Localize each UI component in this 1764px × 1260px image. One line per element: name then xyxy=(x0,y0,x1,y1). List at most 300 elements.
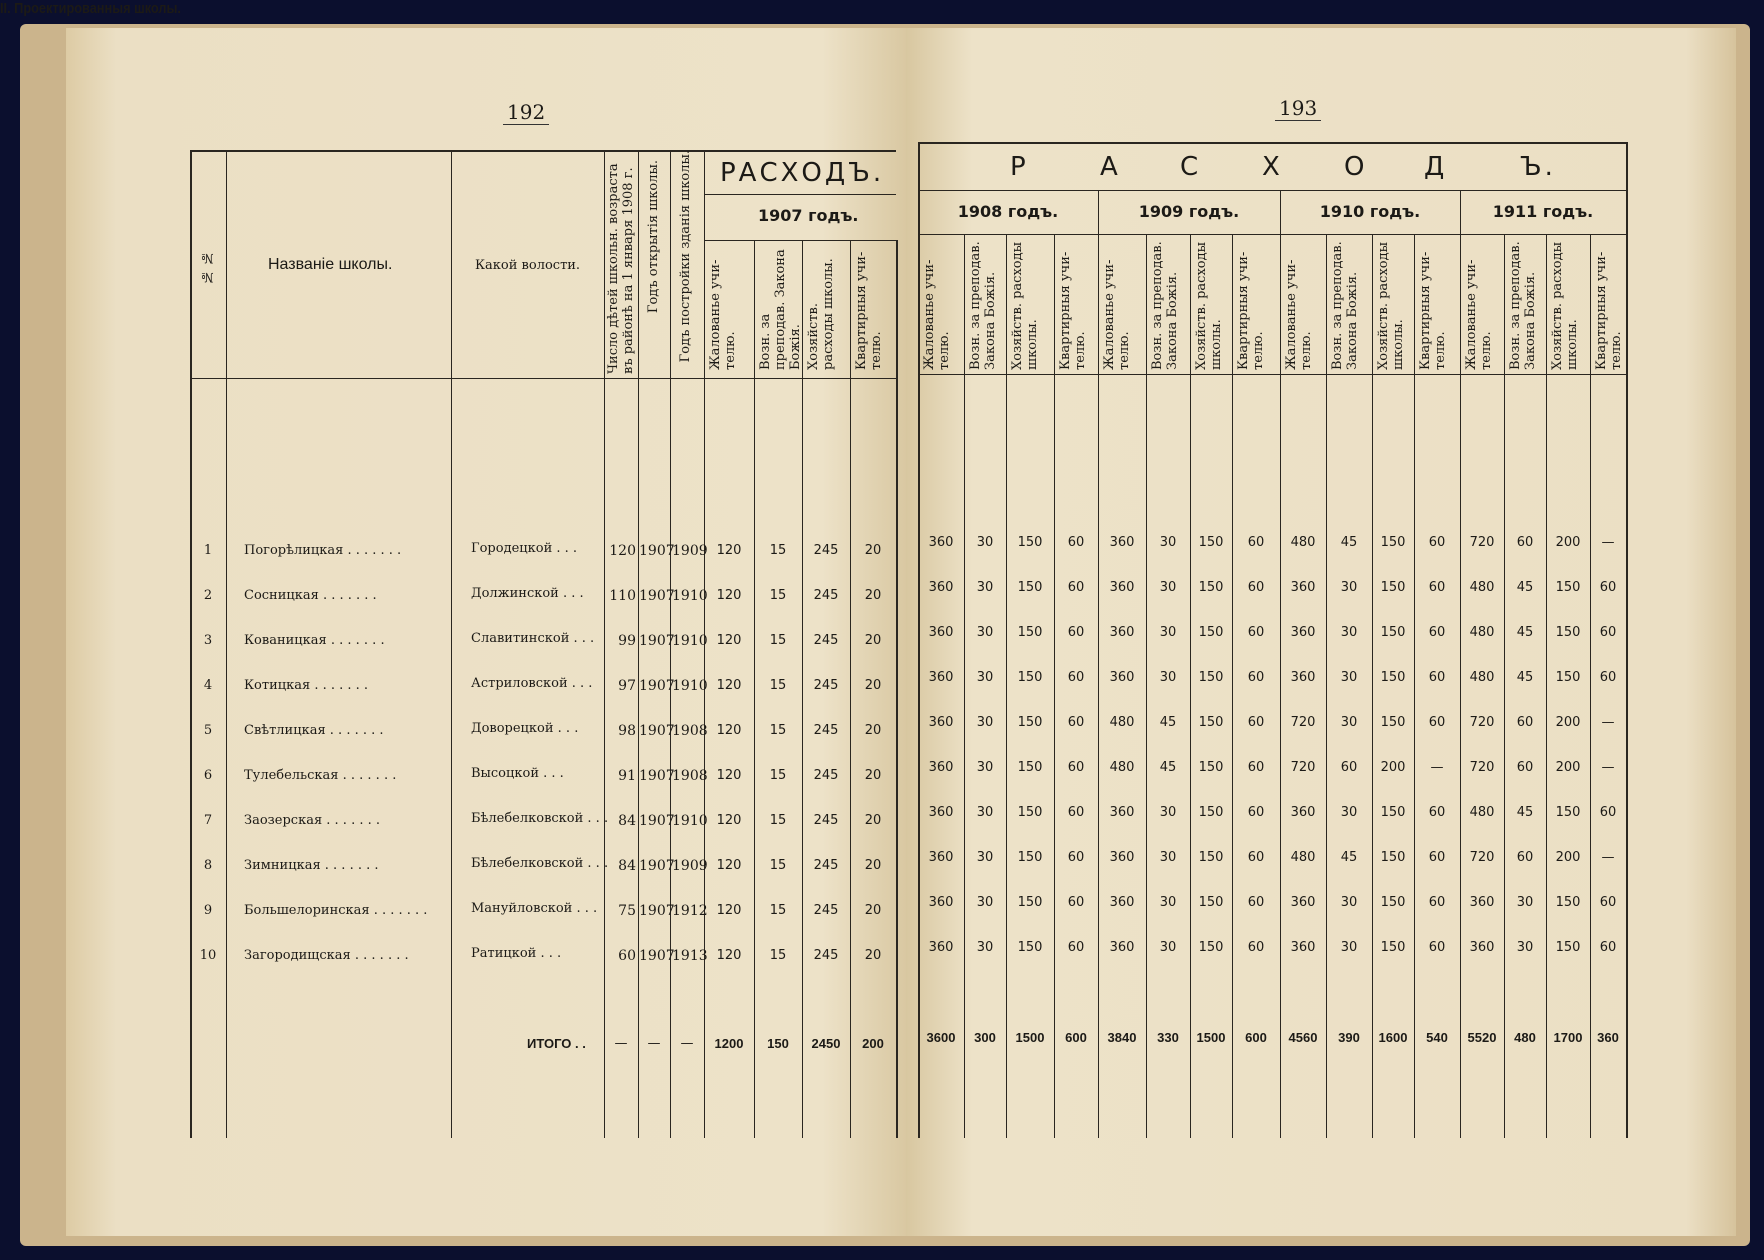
expense-1911: 45 xyxy=(1516,580,1534,595)
expense-title-letter: Х xyxy=(1262,152,1283,182)
volost-name: Доворецкой . . . xyxy=(471,721,579,736)
school-name: Котицкая . . . . . . . xyxy=(244,678,369,693)
expense-1907: 15 xyxy=(769,768,787,783)
year-built: 1912 xyxy=(672,903,708,919)
total-1911: 5520 xyxy=(1467,1030,1497,1045)
expense-1909: 360 xyxy=(1109,625,1135,640)
row-number: 7 xyxy=(203,813,213,828)
expense-1908: 360 xyxy=(928,760,954,775)
expense-1911: — xyxy=(1601,715,1615,730)
year-opened: 1907 xyxy=(639,543,675,559)
expense-1910: 150 xyxy=(1380,715,1406,730)
expense-1909: 150 xyxy=(1198,625,1224,640)
expense-1908: 150 xyxy=(1017,715,1043,730)
year-opened: 1907 xyxy=(639,768,675,784)
expense-1911: 480 xyxy=(1469,625,1495,640)
sub-column-header: Хозяйств. расходы школы. xyxy=(1550,242,1580,370)
column-line xyxy=(226,150,227,1138)
expense-1910: 60 xyxy=(1428,625,1446,640)
row-number: 6 xyxy=(203,768,213,783)
expense-1910: 45 xyxy=(1340,850,1358,865)
expense-1911: 45 xyxy=(1516,805,1534,820)
expense-1909: 150 xyxy=(1198,760,1224,775)
expense-1911: 150 xyxy=(1555,625,1581,640)
expense-1909: 150 xyxy=(1198,580,1224,595)
expense-1908: 360 xyxy=(928,670,954,685)
expense-1907: 120 xyxy=(716,948,742,963)
totals-dash: — xyxy=(680,1036,694,1051)
sub-column-header: Жалованье учи-телю. xyxy=(1284,259,1314,370)
volost-name: Должинской . . . xyxy=(471,586,584,601)
sub-column-header: Возн. за преподав. Закона Божія. xyxy=(1150,241,1180,370)
row-number: 10 xyxy=(199,948,217,963)
expense-1908: 60 xyxy=(1067,580,1085,595)
total-1910: 540 xyxy=(1426,1030,1448,1045)
expense-1907: 120 xyxy=(716,813,742,828)
expense-1909: 360 xyxy=(1109,940,1135,955)
sub-column-header: Квартирныя учи-телю. xyxy=(1418,251,1448,370)
expense-1909: 150 xyxy=(1198,850,1224,865)
children-count: 75 xyxy=(618,903,636,919)
expense-1909: 30 xyxy=(1159,940,1177,955)
expense-1908: 30 xyxy=(976,670,994,685)
expense-1907: 120 xyxy=(716,678,742,693)
expense-title-letter: С xyxy=(1180,152,1202,182)
sub-column-header: Жалованье учи-телю. xyxy=(922,259,952,370)
total-1911: 1700 xyxy=(1553,1030,1583,1045)
expense-1908: 30 xyxy=(976,895,994,910)
expense-1907: 15 xyxy=(769,543,787,558)
expense-1908: 150 xyxy=(1017,580,1043,595)
volost-name: Славитинской . . . xyxy=(471,631,595,646)
col-header-children: Число дѣтей школьн. возраста въ районѣ на 1 января 1908 г. xyxy=(606,163,636,374)
expense-1907: 20 xyxy=(864,858,882,873)
year-built: 1913 xyxy=(672,948,708,964)
section-title: II. Проектированныя школы. xyxy=(0,0,181,17)
column-line xyxy=(1232,234,1233,1138)
expense-1911: 30 xyxy=(1516,895,1534,910)
expense-1908: 60 xyxy=(1067,760,1085,775)
year-label: 1908 годъ. xyxy=(957,202,1059,221)
sub-column-header: Хозяйств. расходы школы. xyxy=(806,258,836,370)
header-bottom-line-right xyxy=(918,374,1626,375)
column-line xyxy=(1590,234,1591,1138)
expense-1908: 150 xyxy=(1017,850,1043,865)
expense-1911: 480 xyxy=(1469,805,1495,820)
year-built: 1910 xyxy=(672,588,708,604)
expense-1910: 60 xyxy=(1428,535,1446,550)
expense-1909: 60 xyxy=(1247,760,1265,775)
expense-1910: 200 xyxy=(1380,760,1406,775)
expense-1907: 15 xyxy=(769,858,787,873)
expense-1910: 360 xyxy=(1290,625,1316,640)
year-opened: 1907 xyxy=(639,813,675,829)
sub-column-header: Возн. за преподав. Закона Божія. xyxy=(1508,241,1538,370)
expense-1909: 60 xyxy=(1247,940,1265,955)
sub-column-header: Квартирныя учи-телю. xyxy=(1058,251,1088,370)
total-1907: 150 xyxy=(767,1036,789,1051)
expense-1909: 150 xyxy=(1198,940,1224,955)
total-1908: 300 xyxy=(974,1030,996,1045)
sub-column-header: Возн. за преподав. Закона Божія. xyxy=(1330,241,1360,370)
school-name: Сосницкая . . . . . . . xyxy=(244,588,377,603)
column-line xyxy=(896,240,898,1138)
sub-column-header: Жалованье учи-телю. xyxy=(1464,259,1494,370)
expense-title-line-right xyxy=(918,190,1626,191)
total-1909: 1500 xyxy=(1196,1030,1226,1045)
col-header-opened: Годъ открытія школы. xyxy=(646,160,661,314)
total-1909: 330 xyxy=(1157,1030,1179,1045)
children-count: 98 xyxy=(618,723,636,739)
expense-1910: 60 xyxy=(1428,850,1446,865)
totals-dash: — xyxy=(647,1036,661,1051)
volost-name: Бѣлебелковской . . . xyxy=(471,811,609,826)
sub-column-header: Квартирныя учи-телю. xyxy=(1236,251,1266,370)
expense-1909: 60 xyxy=(1247,580,1265,595)
year-built: 1909 xyxy=(672,858,708,874)
expense-1908: 30 xyxy=(976,940,994,955)
expense-1909: 30 xyxy=(1159,670,1177,685)
sub-column-header: Хозяйств. расходы школы. xyxy=(1194,242,1224,370)
expense-1907: 20 xyxy=(864,543,882,558)
sub-column-header: Хозяйств. расходы школы. xyxy=(1376,242,1406,370)
expense-1908: 60 xyxy=(1067,625,1085,640)
year-opened: 1907 xyxy=(639,723,675,739)
expense-1910: 360 xyxy=(1290,580,1316,595)
expense-1910: 360 xyxy=(1290,670,1316,685)
expense-1910: 720 xyxy=(1290,715,1316,730)
expense-1910: 60 xyxy=(1428,895,1446,910)
expense-1911: 45 xyxy=(1516,670,1534,685)
left-page-number: 192 xyxy=(503,100,549,125)
expense-1911: 150 xyxy=(1555,805,1581,820)
expense-1908: 360 xyxy=(928,580,954,595)
col-header-built: Годъ постройки зданія школы. xyxy=(678,150,693,363)
expense-1908: 30 xyxy=(976,625,994,640)
row-number: 5 xyxy=(203,723,213,738)
expense-1908: 150 xyxy=(1017,535,1043,550)
expense-1907: 120 xyxy=(716,768,742,783)
expense-1911: — xyxy=(1601,535,1615,550)
year-opened: 1907 xyxy=(639,678,675,694)
col-header-volost: Какой волости. xyxy=(475,258,581,273)
expense-1907: 120 xyxy=(716,858,742,873)
expense-1907: 15 xyxy=(769,948,787,963)
sub-column-header: Возн. за преподав. Закона Божія. xyxy=(968,241,998,370)
expense-1909: 150 xyxy=(1198,895,1224,910)
total-1909: 3840 xyxy=(1107,1030,1137,1045)
expense-1908: 360 xyxy=(928,895,954,910)
expense-1911: 200 xyxy=(1555,715,1581,730)
expense-1907: 15 xyxy=(769,633,787,648)
expense-1908: 30 xyxy=(976,805,994,820)
total-1908: 600 xyxy=(1065,1030,1087,1045)
expense-1911: 720 xyxy=(1469,715,1495,730)
expense-1910: 30 xyxy=(1340,940,1358,955)
expense-1909: 150 xyxy=(1198,670,1224,685)
expense-1908: 30 xyxy=(976,760,994,775)
year-label: 1911 годъ. xyxy=(1492,202,1594,221)
expense-1911: 60 xyxy=(1516,760,1534,775)
year-1907-label: 1907 годъ. xyxy=(758,206,859,225)
school-name: Загородищская . . . . . . . xyxy=(244,948,409,963)
expense-1907: 20 xyxy=(864,723,882,738)
total-1909: 600 xyxy=(1245,1030,1267,1045)
row-number: 8 xyxy=(203,858,213,873)
expense-1907: 20 xyxy=(864,633,882,648)
expense-1911: — xyxy=(1601,850,1615,865)
expense-1907: 245 xyxy=(813,903,839,918)
expense-1907: 120 xyxy=(716,723,742,738)
expense-1910: 480 xyxy=(1290,535,1316,550)
expense-1907: 15 xyxy=(769,903,787,918)
expense-1908: 150 xyxy=(1017,625,1043,640)
column-line xyxy=(1546,234,1547,1138)
school-name: Кованицкая . . . . . . . xyxy=(244,633,385,648)
year-built: 1910 xyxy=(672,813,708,829)
expense-1909: 60 xyxy=(1247,805,1265,820)
column-line xyxy=(1146,234,1147,1138)
expense-1907: 245 xyxy=(813,588,839,603)
expense-1908: 150 xyxy=(1017,670,1043,685)
expense-1909: 360 xyxy=(1109,895,1135,910)
children-count: 97 xyxy=(618,678,636,694)
expense-1909: 480 xyxy=(1109,715,1135,730)
expense-1907: 245 xyxy=(813,858,839,873)
expense-1909: 150 xyxy=(1198,535,1224,550)
expense-1909: 60 xyxy=(1247,535,1265,550)
expense-1910: 30 xyxy=(1340,625,1358,640)
total-1908: 3600 xyxy=(926,1030,956,1045)
sub-column-header: Жалованье учи-телю. xyxy=(708,259,738,370)
expense-1911: 60 xyxy=(1516,715,1534,730)
volost-name: Бѣлебелковской . . . xyxy=(471,856,609,871)
expense-1907: 20 xyxy=(864,813,882,828)
expense-1911: 480 xyxy=(1469,670,1495,685)
expense-1910: 60 xyxy=(1428,580,1446,595)
expense-1910: 60 xyxy=(1340,760,1358,775)
header-bottom-line xyxy=(190,378,896,379)
expense-1907: 15 xyxy=(769,588,787,603)
year-opened: 1907 xyxy=(639,858,675,874)
expense-title-letter: Ъ. xyxy=(1520,152,1556,182)
children-count: 91 xyxy=(618,768,636,784)
expense-1908: 60 xyxy=(1067,715,1085,730)
expense-1910: 60 xyxy=(1428,670,1446,685)
expense-1909: 60 xyxy=(1247,625,1265,640)
expense-1907: 245 xyxy=(813,813,839,828)
expense-1908: 150 xyxy=(1017,940,1043,955)
expense-1911: 150 xyxy=(1555,940,1581,955)
expense-1910: 30 xyxy=(1340,715,1358,730)
expense-1910: 150 xyxy=(1380,670,1406,685)
expense-1909: 30 xyxy=(1159,895,1177,910)
expense-1907: 20 xyxy=(864,903,882,918)
expense-1911: 150 xyxy=(1555,670,1581,685)
expense-1908: 60 xyxy=(1067,805,1085,820)
year-built: 1908 xyxy=(672,723,708,739)
column-line xyxy=(1460,190,1461,1138)
expense-1907: 245 xyxy=(813,768,839,783)
year-opened: 1907 xyxy=(639,633,675,649)
expense-1907: 245 xyxy=(813,633,839,648)
expense-1910: 150 xyxy=(1380,805,1406,820)
expense-1908: 150 xyxy=(1017,805,1043,820)
expense-1909: 360 xyxy=(1109,805,1135,820)
expense-1908: 360 xyxy=(928,940,954,955)
total-1910: 4560 xyxy=(1288,1030,1318,1045)
expense-1910: 720 xyxy=(1290,760,1316,775)
column-line xyxy=(1414,234,1415,1138)
year-opened: 1907 xyxy=(639,903,675,919)
column-line xyxy=(1054,234,1055,1138)
expense-1909: 60 xyxy=(1247,715,1265,730)
total-1910: 390 xyxy=(1338,1030,1360,1045)
column-line xyxy=(1626,142,1628,1138)
col-header-no: № № xyxy=(200,250,215,285)
year-opened: 1907 xyxy=(639,588,675,604)
expense-1907: 245 xyxy=(813,723,839,738)
expense-1910: 60 xyxy=(1428,805,1446,820)
school-name: Свѣтлицкая . . . . . . . xyxy=(244,723,384,738)
expense-1908: 30 xyxy=(976,850,994,865)
total-1911: 480 xyxy=(1514,1030,1536,1045)
expense-1910: 150 xyxy=(1380,940,1406,955)
totals-label: ИТОГО . . xyxy=(527,1036,586,1051)
expense-1911: 360 xyxy=(1469,940,1495,955)
expense-1910: 30 xyxy=(1340,895,1358,910)
row-number: 1 xyxy=(203,543,213,558)
expense-1907: 120 xyxy=(716,543,742,558)
expense-1908: 360 xyxy=(928,805,954,820)
school-name: Зимницкая . . . . . . . xyxy=(244,858,379,873)
expense-1911: 150 xyxy=(1555,580,1581,595)
expense-1907: 15 xyxy=(769,678,787,693)
expense-1910: 150 xyxy=(1380,625,1406,640)
total-1910: 1600 xyxy=(1378,1030,1408,1045)
column-line xyxy=(1006,234,1007,1138)
column-line xyxy=(964,234,965,1138)
col-header-name: Названіе школы. xyxy=(268,256,393,273)
totals-dash: — xyxy=(614,1036,628,1051)
expense-1908: 30 xyxy=(976,580,994,595)
children-count: 84 xyxy=(618,858,636,874)
column-line xyxy=(1280,190,1281,1138)
total-1907: 1200 xyxy=(714,1036,744,1051)
expense-1910: 360 xyxy=(1290,805,1316,820)
expense-1909: 30 xyxy=(1159,850,1177,865)
expense-1910: 60 xyxy=(1428,940,1446,955)
year-label: 1910 годъ. xyxy=(1319,202,1421,221)
column-line xyxy=(1098,190,1099,1138)
row-number: 3 xyxy=(203,633,213,648)
expense-1910: 30 xyxy=(1340,670,1358,685)
expense-1910: 150 xyxy=(1380,895,1406,910)
expense-title-letter: О xyxy=(1344,152,1368,182)
volost-name: Ратицкой . . . xyxy=(471,946,562,961)
expense-1911: 60 xyxy=(1516,535,1534,550)
expense-1911: 60 xyxy=(1599,625,1617,640)
expense-1911: 720 xyxy=(1469,535,1495,550)
sub-column-header: Жалованье учи-телю. xyxy=(1102,259,1132,370)
expense-1907: 20 xyxy=(864,678,882,693)
expense-1908: 360 xyxy=(928,715,954,730)
year-built: 1909 xyxy=(672,543,708,559)
expense-1910: 150 xyxy=(1380,580,1406,595)
expense-1907: 20 xyxy=(864,768,882,783)
volost-name: Высоцкой . . . xyxy=(471,766,564,781)
expense-1910: 150 xyxy=(1380,850,1406,865)
expense-1909: 45 xyxy=(1159,760,1177,775)
expense-1907: 120 xyxy=(716,633,742,648)
volost-name: Мануйловской . . . xyxy=(471,901,598,916)
expense-1910: — xyxy=(1430,760,1444,775)
year-label: 1909 годъ. xyxy=(1138,202,1240,221)
expense-1909: 60 xyxy=(1247,670,1265,685)
row-number: 2 xyxy=(203,588,213,603)
sub-column-header: Квартирныя учи-телю. xyxy=(854,251,884,370)
expense-1909: 30 xyxy=(1159,625,1177,640)
volost-name: Городецкой . . . xyxy=(471,541,578,556)
expense-1908: 60 xyxy=(1067,940,1085,955)
expense-1907: 245 xyxy=(813,948,839,963)
expense-1909: 60 xyxy=(1247,895,1265,910)
expense-1908: 60 xyxy=(1067,535,1085,550)
row-number: 9 xyxy=(203,903,213,918)
expense-1911: 200 xyxy=(1555,850,1581,865)
expense-title-letter: Д xyxy=(1424,152,1448,182)
expense-1909: 150 xyxy=(1198,715,1224,730)
column-line xyxy=(451,150,452,1138)
expense-1907: 20 xyxy=(864,948,882,963)
expense-1909: 30 xyxy=(1159,580,1177,595)
column-line xyxy=(918,142,920,1138)
year-built: 1908 xyxy=(672,768,708,784)
school-name: Тулебельская . . . . . . . xyxy=(244,768,397,783)
year-line-right xyxy=(918,234,1626,235)
expense-1909: 30 xyxy=(1159,535,1177,550)
expense-1910: 480 xyxy=(1290,850,1316,865)
expense-1909: 480 xyxy=(1109,760,1135,775)
expense-1908: 150 xyxy=(1017,760,1043,775)
expense-1908: 30 xyxy=(976,535,994,550)
expense-1908: 60 xyxy=(1067,895,1085,910)
expense-1908: 360 xyxy=(928,535,954,550)
expense-1910: 360 xyxy=(1290,895,1316,910)
expense-1908: 30 xyxy=(976,715,994,730)
expense-1911: 150 xyxy=(1555,895,1581,910)
sub-column-header: Квартирныя учи-телю. xyxy=(1594,251,1624,370)
column-line xyxy=(1190,234,1191,1138)
expense-1911: 30 xyxy=(1516,940,1534,955)
year-line-1907 xyxy=(704,240,896,241)
expense-1911: 200 xyxy=(1555,760,1581,775)
expense-1907: 15 xyxy=(769,723,787,738)
expense-title-letter: А xyxy=(1100,152,1121,182)
year-built: 1910 xyxy=(672,678,708,694)
expense-1909: 45 xyxy=(1159,715,1177,730)
expense-1910: 30 xyxy=(1340,805,1358,820)
year-built: 1910 xyxy=(672,633,708,649)
expense-1911: 720 xyxy=(1469,760,1495,775)
expense-1911: — xyxy=(1601,760,1615,775)
year-opened: 1907 xyxy=(639,948,675,964)
expense-1911: 720 xyxy=(1469,850,1495,865)
expense-1907: 120 xyxy=(716,903,742,918)
expense-1908: 360 xyxy=(928,850,954,865)
children-count: 120 xyxy=(609,543,636,559)
expense-1907: 120 xyxy=(716,588,742,603)
